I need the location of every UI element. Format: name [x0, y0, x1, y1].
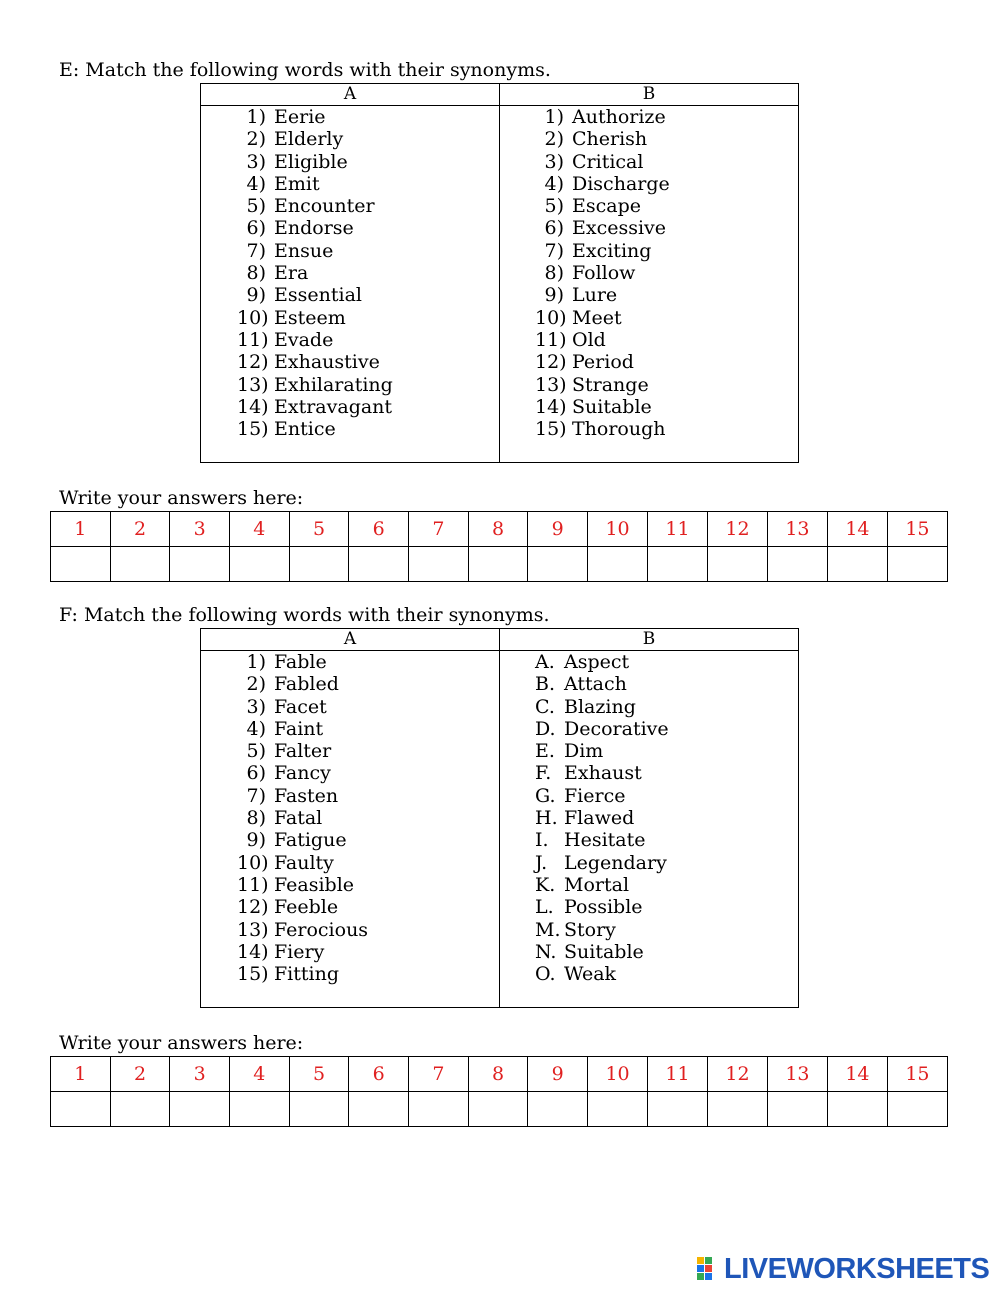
- item-number: K.: [535, 873, 556, 896]
- answer-cell[interactable]: [648, 1092, 708, 1127]
- section-f-answer-grid: [50, 1056, 948, 1127]
- answer-cell[interactable]: [349, 1092, 409, 1127]
- item-word: Fabled: [274, 673, 339, 696]
- item-number: 3): [246, 150, 266, 173]
- item-word: Essential: [274, 284, 362, 307]
- answer-number: 15: [887, 512, 947, 547]
- item-word: Strange: [572, 373, 649, 396]
- item-word: Extravagant: [274, 395, 393, 418]
- list-item: [500, 718, 798, 740]
- answer-input-row: [51, 547, 948, 582]
- list-item: [201, 106, 499, 128]
- item-number: 9): [246, 284, 266, 307]
- section-e-answer-grid: [50, 511, 948, 582]
- list-item: [500, 351, 798, 373]
- item-word: Entice: [274, 418, 336, 441]
- item-word: Discharge: [572, 172, 670, 195]
- list-item: [201, 262, 499, 284]
- answer-cell[interactable]: [887, 1092, 947, 1127]
- item-number: 14): [535, 395, 567, 418]
- answer-cell[interactable]: [528, 547, 588, 582]
- item-number: 1): [246, 651, 266, 673]
- answer-cell[interactable]: [230, 547, 290, 582]
- item-number: 9): [544, 284, 564, 307]
- section-f-heading: F: Match the following words with their synonyms.: [59, 604, 550, 626]
- item-word: Exhaust: [564, 762, 642, 785]
- item-word: Encounter: [274, 195, 375, 218]
- item-word: Feasible: [274, 873, 355, 896]
- column-a-list: [201, 106, 500, 462]
- item-number: 2): [246, 673, 266, 696]
- item-number: F.: [535, 762, 552, 785]
- list-item: [500, 217, 798, 239]
- column-headers: [201, 629, 798, 651]
- answer-number: 14: [827, 512, 887, 547]
- answer-cell[interactable]: [110, 1092, 170, 1127]
- answer-number: 13: [767, 1057, 827, 1092]
- column-b-list: [500, 651, 798, 1007]
- item-number: 4): [544, 172, 564, 195]
- list-item: [201, 351, 499, 373]
- item-word: Fitting: [274, 963, 340, 986]
- list-item: [201, 874, 499, 896]
- item-number: 15): [237, 963, 269, 986]
- list-item: [201, 128, 499, 150]
- item-number: 5): [246, 195, 266, 218]
- item-word: Decorative: [564, 717, 669, 740]
- answer-cell[interactable]: [767, 1092, 827, 1127]
- list-item: [201, 284, 499, 306]
- answer-number: 5: [289, 1057, 349, 1092]
- list-item: [500, 151, 798, 173]
- item-word: Fancy: [274, 762, 331, 785]
- item-word: Fasten: [274, 784, 339, 807]
- list-item: [500, 673, 798, 695]
- list-item: [201, 696, 499, 718]
- item-word: Falter: [274, 740, 332, 763]
- item-word: Fierce: [564, 784, 626, 807]
- item-number: 11): [535, 328, 567, 351]
- answer-cell[interactable]: [887, 547, 947, 582]
- list-item: [201, 418, 499, 440]
- answer-number: 12: [707, 1057, 767, 1092]
- answer-number: 3: [170, 1057, 230, 1092]
- item-word: Endorse: [274, 217, 354, 240]
- section-f-match-table: [200, 628, 799, 1008]
- column-headers: [201, 84, 798, 106]
- answer-number: 10: [588, 1057, 648, 1092]
- list-item: [201, 718, 499, 740]
- list-item: [500, 785, 798, 807]
- column-a-list: [201, 651, 500, 1007]
- list-item: [500, 240, 798, 262]
- list-item: [500, 106, 798, 128]
- list-item: [201, 329, 499, 351]
- list-item: [500, 696, 798, 718]
- item-word: Thorough: [572, 418, 666, 441]
- item-number: 8): [246, 262, 266, 285]
- list-item: [500, 173, 798, 195]
- list-item: [201, 396, 499, 418]
- item-number: 2): [246, 128, 266, 151]
- item-word: Aspect: [564, 651, 630, 673]
- item-number: B.: [535, 673, 556, 696]
- list-item: [201, 852, 499, 874]
- list-item: [201, 963, 499, 985]
- answer-cell[interactable]: [528, 1092, 588, 1127]
- item-number: 2): [544, 128, 564, 151]
- list-item: [201, 941, 499, 963]
- answer-number: 7: [409, 512, 469, 547]
- answer-number: 6: [349, 1057, 409, 1092]
- item-number: 8): [544, 262, 564, 285]
- answer-number-row: [51, 512, 948, 547]
- answer-cell[interactable]: [409, 1092, 469, 1127]
- item-number: 3): [544, 150, 564, 173]
- liveworksheets-logo: [697, 1254, 989, 1284]
- list-item: [201, 673, 499, 695]
- list-item: [500, 829, 798, 851]
- item-number: 8): [246, 807, 266, 830]
- list-item: [500, 852, 798, 874]
- answer-cell[interactable]: [230, 1092, 290, 1127]
- answer-cell[interactable]: [468, 1092, 528, 1127]
- answer-number: 9: [528, 512, 588, 547]
- answer-cell[interactable]: [289, 1092, 349, 1127]
- item-number: H.: [535, 807, 558, 830]
- list-item: [500, 128, 798, 150]
- list-item: [500, 329, 798, 351]
- item-number: 9): [246, 829, 266, 852]
- column-b-header: B: [642, 629, 656, 649]
- list-item: [500, 740, 798, 762]
- list-item: [500, 874, 798, 896]
- item-number: 5): [544, 195, 564, 218]
- answer-cell[interactable]: [588, 547, 648, 582]
- item-word: Hesitate: [564, 829, 646, 852]
- item-word: Meet: [572, 306, 622, 329]
- answer-number: 5: [289, 512, 349, 547]
- item-word: Cherish: [572, 128, 648, 151]
- item-word: Emit: [274, 172, 320, 195]
- item-number: 14): [237, 940, 269, 963]
- section-f-answers-label: Write your answers here:: [59, 1032, 304, 1054]
- answer-number: 1: [51, 1057, 111, 1092]
- list-item: [201, 829, 499, 851]
- item-word: Possible: [564, 896, 643, 919]
- answer-number: 3: [170, 512, 230, 547]
- item-number: 15): [535, 418, 567, 441]
- item-word: Eerie: [274, 106, 326, 128]
- item-word: Fatigue: [274, 829, 347, 852]
- item-number: G.: [535, 784, 556, 807]
- item-word: Eligible: [274, 150, 348, 173]
- item-number: 12): [237, 896, 269, 919]
- item-number: 6): [246, 217, 266, 240]
- item-number: 11): [237, 873, 269, 896]
- item-number: 6): [246, 762, 266, 785]
- item-number: C.: [535, 695, 555, 718]
- item-number: 5): [246, 740, 266, 763]
- answer-number: 10: [588, 512, 648, 547]
- list-item: [201, 173, 499, 195]
- list-item: [500, 307, 798, 329]
- answer-number: 8: [468, 1057, 528, 1092]
- list-item: [500, 807, 798, 829]
- item-word: Feeble: [274, 896, 339, 919]
- item-word: Weak: [564, 963, 617, 986]
- item-word: Suitable: [572, 395, 652, 418]
- item-word: Evade: [274, 328, 334, 351]
- section-e-answers-label: Write your answers here:: [59, 487, 304, 509]
- answer-cell[interactable]: [468, 547, 528, 582]
- section-e-heading: E: Match the following words with their synonyms.: [59, 59, 551, 81]
- answer-number: 14: [827, 1057, 887, 1092]
- item-number: D.: [535, 717, 556, 740]
- section-e-match-table: [200, 83, 799, 463]
- item-number: 7): [246, 239, 266, 262]
- item-number: 3): [246, 695, 266, 718]
- item-word: Ensue: [274, 239, 334, 262]
- item-word: Faint: [274, 717, 324, 740]
- liveworksheets-blocks-icon: [697, 1257, 721, 1281]
- column-b-list: [500, 106, 798, 462]
- item-word: Dim: [564, 740, 604, 763]
- item-number: 14): [237, 395, 269, 418]
- item-word: Escape: [572, 195, 641, 218]
- answer-cell[interactable]: [707, 1092, 767, 1127]
- item-word: Period: [572, 351, 634, 374]
- list-item: [201, 807, 499, 829]
- list-item: [500, 396, 798, 418]
- list-item: [201, 307, 499, 329]
- answer-number: 9: [528, 1057, 588, 1092]
- item-word: Fiery: [274, 940, 325, 963]
- item-word: Excessive: [572, 217, 667, 240]
- answer-number: 15: [887, 1057, 947, 1092]
- list-item: [500, 374, 798, 396]
- item-number: 1): [246, 106, 266, 128]
- item-word: Attach: [564, 673, 627, 696]
- column-b-header: B: [642, 84, 656, 104]
- answer-cell[interactable]: [827, 547, 887, 582]
- list-item: [500, 284, 798, 306]
- item-word: Exhilarating: [274, 373, 393, 396]
- list-item: [500, 963, 798, 985]
- list-item: [201, 651, 499, 673]
- item-number: 7): [246, 784, 266, 807]
- item-word: Ferocious: [274, 918, 369, 941]
- item-number: 12): [535, 351, 567, 374]
- answer-number-row: [51, 1057, 948, 1092]
- item-number: 4): [246, 717, 266, 740]
- list-item: [500, 418, 798, 440]
- item-number: 15): [237, 418, 269, 441]
- list-item: [201, 195, 499, 217]
- list-item: [500, 195, 798, 217]
- item-word: Critical: [572, 150, 644, 173]
- item-word: Exhaustive: [274, 351, 380, 374]
- item-word: Fatal: [274, 807, 323, 830]
- answer-input-row: [51, 1092, 948, 1127]
- item-number: 10): [237, 851, 269, 874]
- list-item: [201, 919, 499, 941]
- item-number: J.: [535, 851, 548, 874]
- answer-cell[interactable]: [827, 1092, 887, 1127]
- answer-number: 2: [110, 1057, 170, 1092]
- list-item: [201, 217, 499, 239]
- list-item: [201, 151, 499, 173]
- item-word: Flawed: [564, 807, 635, 830]
- item-word: Facet: [274, 695, 327, 718]
- item-word: Old: [572, 328, 606, 351]
- item-number: 10): [535, 306, 567, 329]
- item-number: E.: [535, 740, 555, 763]
- item-word: Fable: [274, 651, 327, 673]
- item-word: Follow: [572, 262, 636, 285]
- item-word: Story: [564, 918, 616, 941]
- answer-cell[interactable]: [289, 547, 349, 582]
- list-item: [500, 941, 798, 963]
- item-number: A.: [535, 651, 555, 673]
- item-word: Legendary: [564, 851, 667, 874]
- item-number: L.: [535, 896, 554, 919]
- answer-number: 12: [707, 512, 767, 547]
- item-number: O.: [535, 963, 556, 986]
- answer-cell[interactable]: [767, 547, 827, 582]
- item-number: M.: [535, 918, 561, 941]
- answer-number: 11: [648, 512, 708, 547]
- column-a-header: A: [201, 629, 500, 650]
- item-word: Mortal: [564, 873, 630, 896]
- item-word: Esteem: [274, 306, 346, 329]
- item-word: Faulty: [274, 851, 334, 874]
- answer-number: 6: [349, 512, 409, 547]
- answer-cell[interactable]: [110, 547, 170, 582]
- answer-number: 1: [51, 512, 111, 547]
- list-item: [201, 240, 499, 262]
- item-number: 6): [544, 217, 564, 240]
- answer-cell[interactable]: [588, 1092, 648, 1127]
- item-number: N.: [535, 940, 557, 963]
- item-number: 4): [246, 172, 266, 195]
- item-number: 13): [237, 918, 269, 941]
- list-item: [500, 262, 798, 284]
- item-number: 7): [544, 239, 564, 262]
- list-item: [500, 762, 798, 784]
- list-item: [500, 919, 798, 941]
- item-word: Era: [274, 262, 309, 285]
- answer-cell[interactable]: [707, 547, 767, 582]
- answer-cell[interactable]: [170, 1092, 230, 1127]
- item-word: Blazing: [564, 695, 636, 718]
- answer-number: 4: [230, 512, 290, 547]
- list-item: [500, 896, 798, 918]
- answer-cell[interactable]: [648, 547, 708, 582]
- list-item: [201, 762, 499, 784]
- item-word: Exciting: [572, 239, 652, 262]
- answer-cell[interactable]: [51, 1092, 111, 1127]
- item-number: 13): [535, 373, 567, 396]
- answer-cell[interactable]: [170, 547, 230, 582]
- item-word: Authorize: [572, 106, 666, 128]
- logo-text: LIVEWORKSHEETS: [724, 1253, 990, 1285]
- list-item: [201, 374, 499, 396]
- answer-number: 2: [110, 512, 170, 547]
- item-number: 11): [237, 328, 269, 351]
- list-item: [500, 651, 798, 673]
- item-number: 10): [237, 306, 269, 329]
- item-word: Elderly: [274, 128, 344, 151]
- answer-cell[interactable]: [409, 547, 469, 582]
- column-a-header: A: [201, 84, 500, 105]
- item-word: Lure: [572, 284, 618, 307]
- item-number: 12): [237, 351, 269, 374]
- answer-number: 13: [767, 512, 827, 547]
- list-item: [201, 896, 499, 918]
- item-number: 13): [237, 373, 269, 396]
- answer-number: 8: [468, 512, 528, 547]
- list-item: [201, 785, 499, 807]
- list-item: [201, 740, 499, 762]
- item-word: Suitable: [564, 940, 644, 963]
- item-number: I.: [535, 829, 549, 852]
- item-number: 1): [544, 106, 564, 128]
- answer-number: 7: [409, 1057, 469, 1092]
- answer-cell[interactable]: [51, 547, 111, 582]
- answer-number: 11: [648, 1057, 708, 1092]
- answer-number: 4: [230, 1057, 290, 1092]
- answer-cell[interactable]: [349, 547, 409, 582]
